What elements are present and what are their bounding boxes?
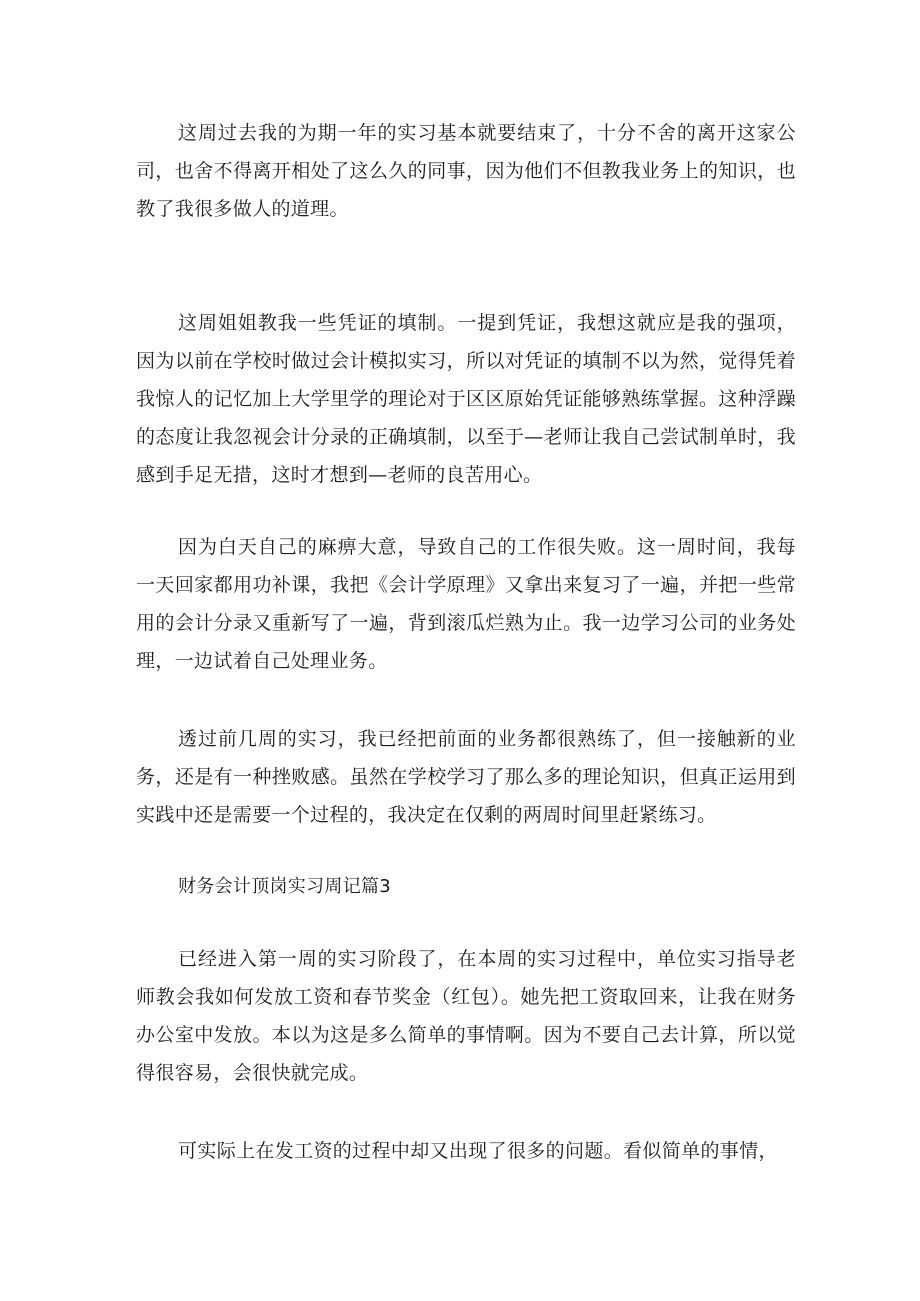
paragraph-3: 因为白天自己的麻痹大意，导致自己的工作很失败。这一周时间，我每一天回家都用功补课，我把《会计学原理》又拿出来复习了一遍，并把一些常用的会计分录又重新写了一遍，背到滚瓜烂熟为止。我一边学习公司的业务处理，一边试着自己处理业务。 (136, 536, 796, 672)
paragraph-1: 这周过去我的为期一年的实习基本就要结束了，十分不舍的离开这家公司，也舍不得离开相处了这么久的同事，因为他们不但教我业务上的知识，也教了我很多做人的道理。 (136, 122, 796, 220)
paragraph-4: 透过前几周的实习，我已经把前面的业务都很熟练了，但一接触新的业务，还是有一种挫败感。虽然在学校学习了那么多的理论知识，但真正运用到实践中还是需要一个过程的，我决定在仅剩的两周时间里赶紧练习。 (136, 728, 796, 826)
paragraph-2: 这周姐姐教我一些凭证的填制。一提到凭证，我想这就应是我的强项，因为以前在学校时做过会计模拟实习，所以对凭证的填制不以为然，觉得凭着我惊人的记忆加上大学里学的理论对于区区原始凭证能够熟练掌握。这种浮躁的态度让我忽视会计分录的正确填制，以至于—老师让我自己尝试制单时，我感到手足无措，这时才想到—老师的良苦用心。 (136, 312, 796, 486)
section-heading: 财务会计顶岗实习周记篇3 (178, 876, 392, 897)
paragraph-6: 可实际上在发工资的过程中却又出现了很多的问题。看似简单的事情， (178, 1140, 778, 1162)
paragraph-5: 已经进入第一周的实习阶段了，在本周的实习过程中，单位实习指导老师教会我如何发放工资和春节奖金（红包）。她先把工资取回来，让我在财务办公室中发放。本以为这是多么简单的事情啊。因为不要自己去计算，所以觉得很容易，会很快就完成。 (136, 948, 796, 1084)
